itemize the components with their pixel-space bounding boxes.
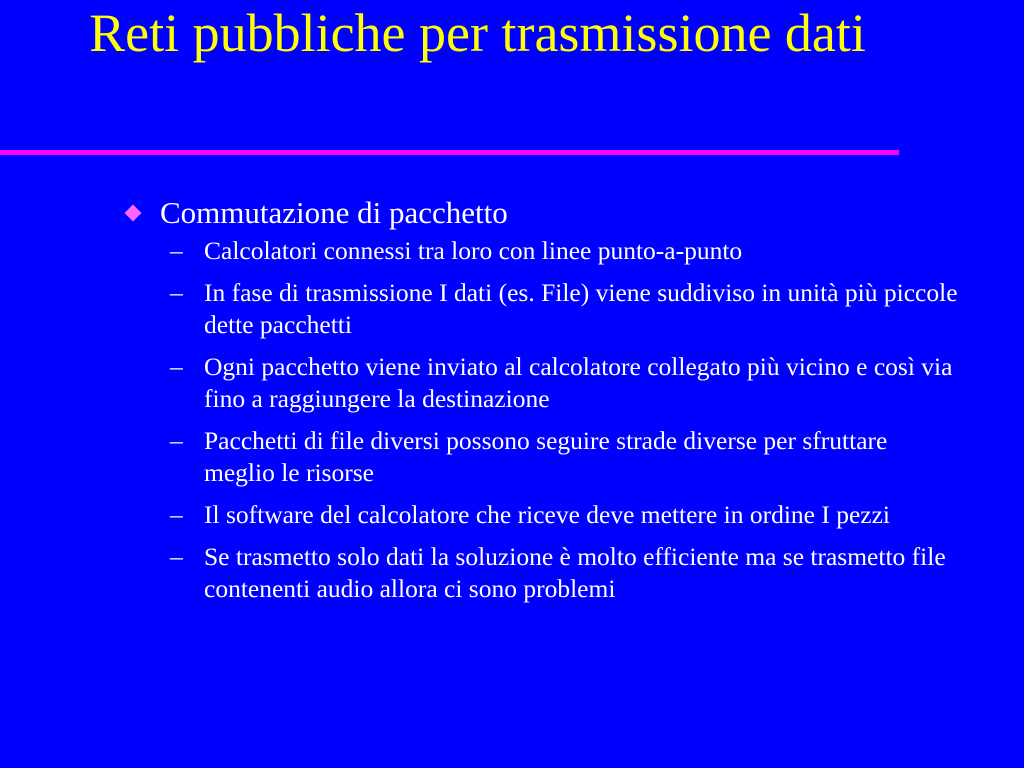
slide-body	[122, 194, 982, 615]
sub-bullet-text: Se trasmetto solo dati la soluzione è molto efficiente ma se trasmetto file contenenti audio allora ci sono problemi	[204, 542, 946, 603]
dash-icon: –	[170, 352, 183, 381]
sub-bullet-item	[170, 499, 964, 531]
sub-bullet-text: In fase di trasmissione I dati (es. File) viene suddiviso in unità più piccole dette pacchetti	[204, 278, 958, 339]
diamond-icon	[125, 205, 142, 222]
slide-title: Reti pubbliche per trasmissione dati	[89, 3, 866, 63]
dash-icon: –	[170, 426, 183, 455]
dash-icon: –	[170, 236, 183, 265]
sub-bullet-item	[170, 351, 964, 415]
dash-icon: –	[170, 542, 183, 571]
sub-bullet-list	[122, 235, 982, 605]
sub-bullet-text: Il software del calcolatore che riceve deve mettere in ordine I pezzi	[204, 500, 890, 529]
title-underline	[0, 150, 899, 155]
sub-bullet-item	[170, 277, 964, 341]
sub-bullet-text: Pacchetti di file diversi possono seguire strade diverse per sfruttare meglio le risorse	[204, 426, 888, 487]
sub-bullet-text: Ogni pacchetto viene inviato al calcolatore collegato più vicino e così via fino a raggiungere la destinazione	[204, 352, 953, 413]
sub-bullet-item	[170, 541, 964, 605]
sub-bullet-item	[170, 425, 964, 489]
dash-icon: –	[170, 500, 183, 529]
dash-icon: –	[170, 278, 183, 307]
sub-bullet-item	[170, 235, 964, 267]
main-bullet	[122, 194, 982, 231]
main-bullet-text: Commutazione di pacchetto	[160, 195, 508, 230]
sub-bullet-text: Calcolatori connessi tra loro con linee punto-a-punto	[204, 236, 743, 265]
